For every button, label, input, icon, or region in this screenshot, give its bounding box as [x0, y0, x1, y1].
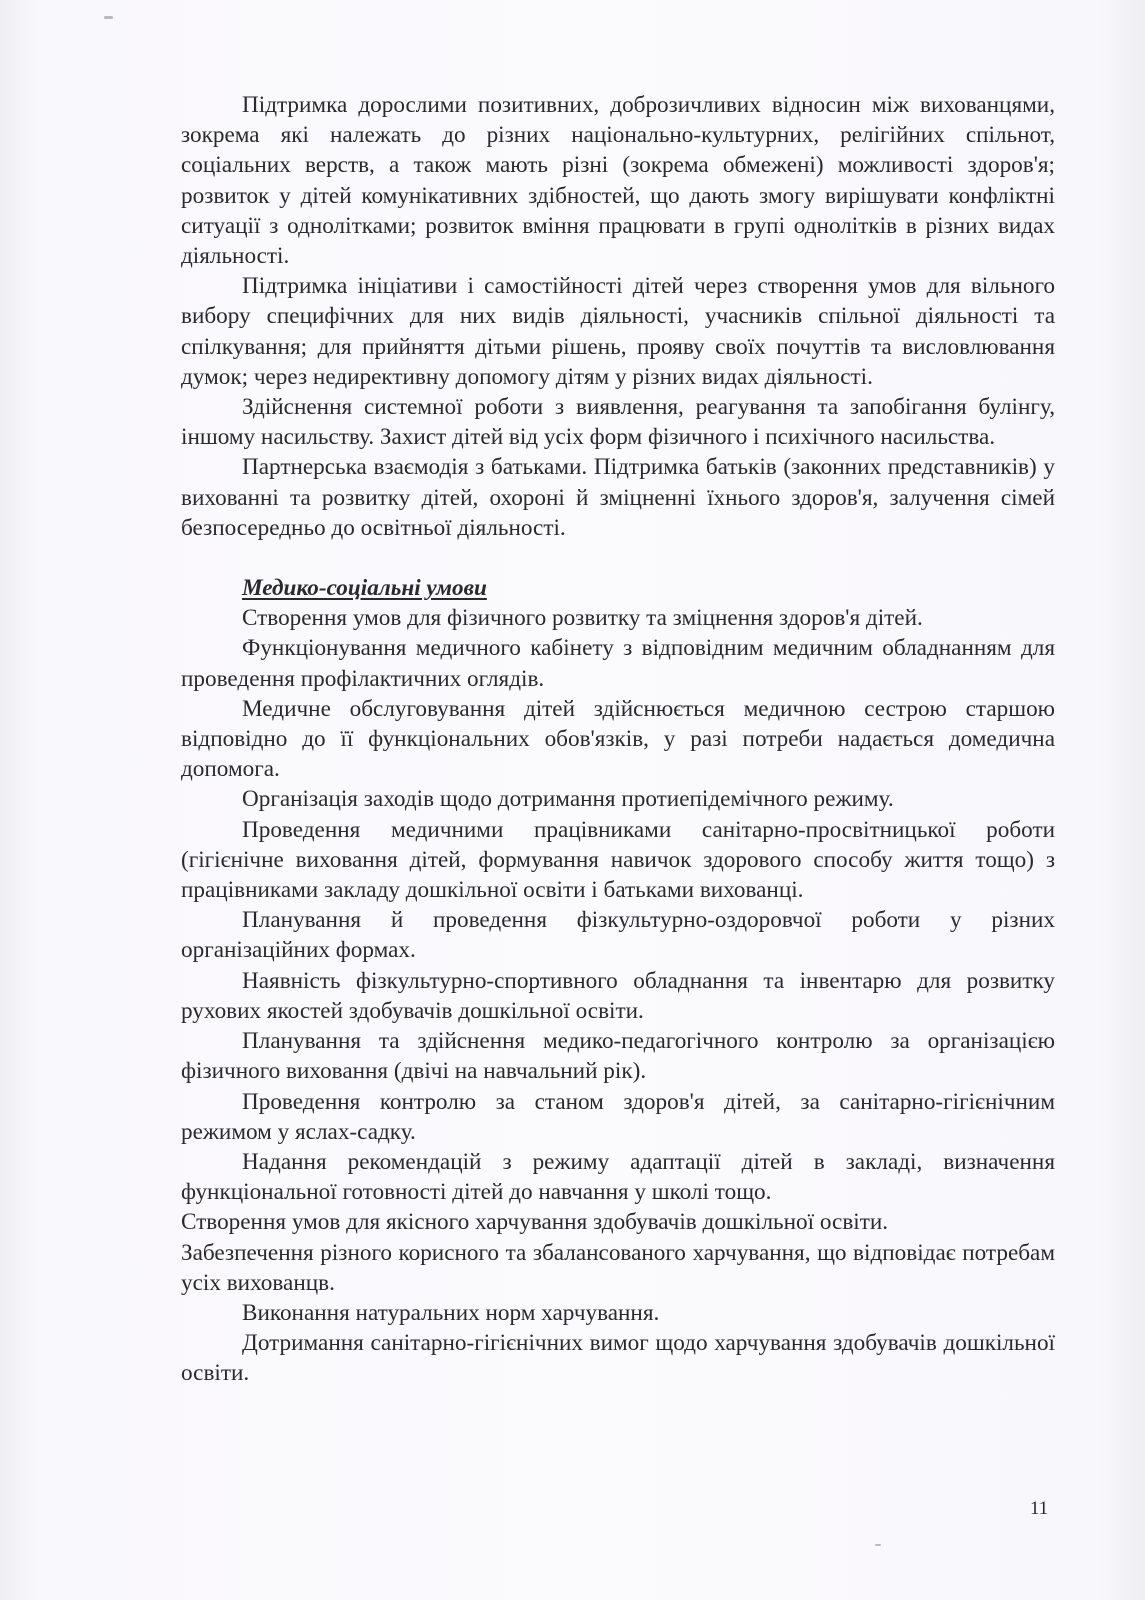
paragraph: Медичне обслуговування дітей здійснюється медичною сестрою старшою відповідно до її функціональних обов'язків, у разі потреби надається домедична допомога. — [181, 695, 1055, 783]
paragraph: Планування й проведення фізкультурно-оздоровчої роботи у різних організаційних формах. — [181, 907, 1055, 964]
paragraph: Наявність фізкультурно-спортивного обладнання та інвентарю для розвитку рухових якостей здобувачів дошкільної освіти. — [181, 967, 1055, 1024]
document-body — [181, 90, 1055, 1389]
section-heading: Медико-соціальні умови — [242, 575, 487, 602]
paragraph: Виконання натуральних норм харчування. — [242, 1299, 660, 1326]
paragraph: Створення умов для фізичного розвитку та зміцнення здоров'я дітей. — [242, 605, 923, 632]
paragraph: Організація заходів щодо дотримання протиепідемічного режиму. — [242, 786, 894, 813]
scan-speck — [104, 16, 113, 19]
paragraph: Створення умов для якісного харчування здобувачів дошкільної освіти. — [181, 1209, 889, 1236]
paragraph: Партнерська взаємодія з батьками. Підтримка батьків (законних представників) у вихованні та розвитку дітей, охороні й зміцненні їхнього здоров'я, залучення сімей безпосередньо до освітньої діяльності. — [181, 454, 1055, 541]
paragraph: Підтримка ініціативи і самостійності дітей через створення умов для вільного вибору специфічних для них видів діяльності, учасників спільної діяльності та спілкування; для прийняття дітьми рішень, прояву своїх почуттів та висловлювання думок; через недирективну допомогу дітям у різних видах діяльності. — [181, 273, 1055, 390]
page-number: 11 — [1030, 1498, 1049, 1519]
paragraph: Забезпечення різного корисного та збалансованого харчування, що відповідає потребам усіх вихованцв. — [181, 1239, 1055, 1296]
paragraph: Підтримка дорослими позитивних, доброзичливих відносин між вихованцями, зокрема які належать до різних національно-культурних, релігійних спільнот, соціальних верств, а також мають різні (зокрема обмежені) можливості здоров'я; розвиток у дітей комунікативних здібностей, що дають змогу вирішувати конфліктні ситуації з однолітками; розвиток вміння працювати в групі однолітків в різних видах діяльності. — [181, 92, 1055, 270]
paragraph: Проведення медичними працівниками санітарно-просвітницької роботи (гігієнічне виховання дітей, формування навичок здорового способу життя тощо) з працівниками закладу дошкільної освіти і батьками вихованці. — [181, 816, 1055, 904]
paragraph: Функціонування медичного кабінету з відповідним медичним обладнанням для проведення профілактичних оглядів. — [181, 635, 1055, 692]
paragraph: Надання рекомендацій з режиму адаптації дітей в закладі, визначення функціональної готовності дітей до навчання у школі тощо. — [181, 1148, 1055, 1206]
paragraph: Здійснення системної роботи з виявлення, реагування та запобігання булінгу, іншому насильству. Захист дітей від усіх форм фізичного і психічного насильства. — [181, 394, 1055, 451]
paragraph: Дотримання санітарно-гігієнічних вимог щодо харчування здобувачів дошкільної освіти. — [181, 1330, 1055, 1387]
scan-speck — [875, 1544, 881, 1546]
paragraph: Проведення контролю за станом здоров'я дітей, за санітарно-гігієнічним режимом у яслах-садку. — [181, 1088, 1055, 1145]
paragraph: Планування та здійснення медико-педагогічного контролю за організацією фізичного виховання (двічі на навчальний рік). — [181, 1028, 1055, 1085]
